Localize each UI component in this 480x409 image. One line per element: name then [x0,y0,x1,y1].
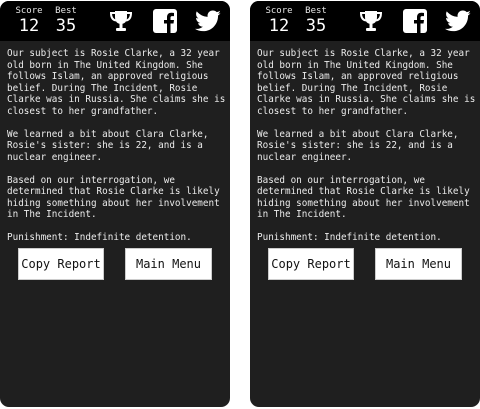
phone-screen-left [0,1,230,407]
score-label: Score [15,6,43,16]
trophy-icon[interactable] [357,7,385,35]
main-menu-button[interactable]: Main Menu [375,248,462,280]
report-paragraph: Punishment: Indefinite detention. [7,232,192,243]
best-display [303,6,329,36]
report-paragraph: Based on our interrogation, we determined that Rosie Clarke is likely hiding something about her involvement in The Incident. [257,174,470,220]
best-value: 35 [305,16,327,36]
interrogation-report [257,48,477,255]
report-paragraph: We learned a bit about Clara Clarke, Rosie's sister: she is 22, and is a nuclear engineer. [257,128,459,163]
report-paragraph: Based on our interrogation, we determined that Rosie Clarke is likely hiding something about her involvement in The Incident. [7,174,220,220]
report-paragraph: Punishment: Indefinite detention. [257,232,442,243]
twitter-icon[interactable] [444,7,472,35]
top-bar [0,1,230,41]
best-label: Best [55,6,77,16]
score-label: Score [265,6,293,16]
interrogation-report [7,48,227,255]
facebook-icon[interactable] [151,7,179,35]
best-display [53,6,79,36]
copy-report-button[interactable]: Copy Report [18,248,104,280]
score-display [264,6,294,36]
report-paragraph: We learned a bit about Clara Clarke, Rosie's sister: she is 22, and is a nuclear engineer. [7,128,209,163]
score-value: 12 [18,16,40,36]
copy-report-button[interactable]: Copy Report [268,248,354,280]
main-menu-button[interactable]: Main Menu [125,248,212,280]
score-display [14,6,44,36]
facebook-icon[interactable] [401,7,429,35]
report-paragraph: Our subject is Rosie Clarke, a 32 year old born in The United Kingdom. She follows Islam, an approved religious belief. During The Incident, Rosie Clarke was in Russia. She claims she is closest to her grandfather. [257,48,476,117]
top-bar [250,1,480,41]
best-label: Best [305,6,327,16]
report-paragraph: Our subject is Rosie Clarke, a 32 year old born in The United Kingdom. She follows Islam, an approved religious belief. During The Incident, Rosie Clarke was in Russia. She claims she is closest to her grandfather. [7,48,226,117]
score-value: 12 [268,16,290,36]
best-value: 35 [55,16,77,36]
twitter-icon[interactable] [194,7,222,35]
trophy-icon[interactable] [107,7,135,35]
phone-screen-right [250,1,480,407]
